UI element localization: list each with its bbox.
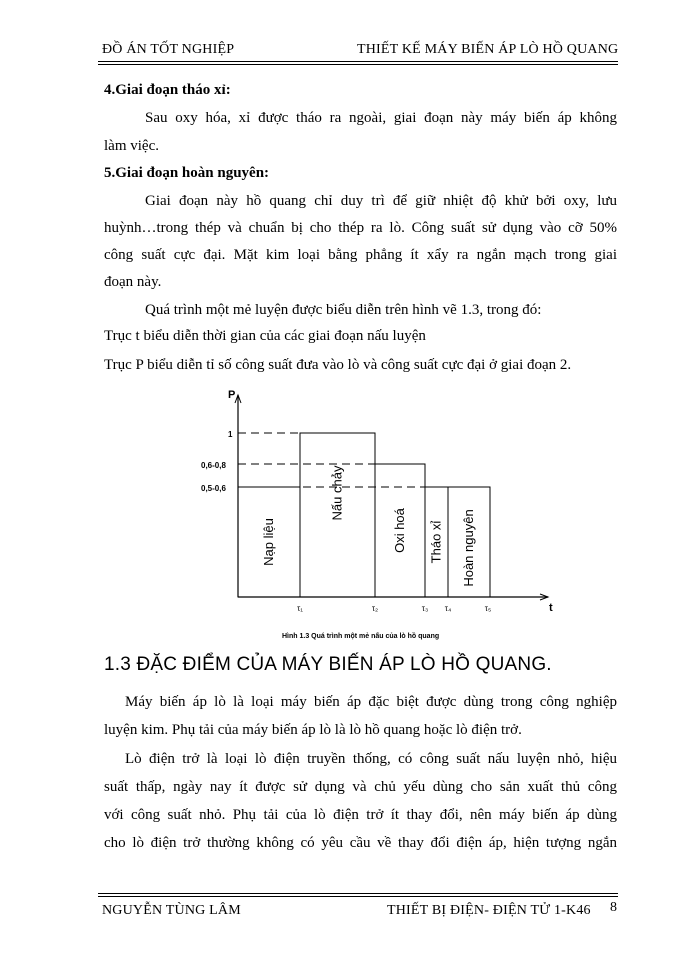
section5-line3: công suất cực đại. Mặt kim loại bằng phẳng ít xẩy ra ngắn mạch trong giai bbox=[104, 247, 617, 263]
stage-label: Tháo xỉ bbox=[428, 520, 444, 564]
section13-p2-line1: Lò điện trở là loại lò điện truyền thống, có công suất nấu luyện nhỏ, hiệu bbox=[125, 751, 617, 767]
section13-p2-line2: suất thấp, ngày nay ít được sử dụng và chủ yếu dùng cho sản xuất thủ công bbox=[104, 779, 617, 795]
section13-p1-line1: Máy biến áp lò là loại máy biến áp đặc biệt được dùng trong công nghiệp bbox=[125, 694, 617, 710]
x-axis-label: t bbox=[549, 602, 553, 614]
intro-line3: Trục P biểu diễn tỉ số công suất đưa vào lò và công suất cực đại ở giai đoạn 2. bbox=[104, 357, 572, 373]
figure-caption: Hình 1.3 Quá trình một mẻ nấu của lò hồ quang bbox=[282, 633, 440, 640]
x-tick-label: τ₅ bbox=[484, 604, 492, 613]
section4-heading: 4.Giai đoạn tháo xỉ: bbox=[104, 82, 231, 98]
y-tick-label: 0,5-0,6 bbox=[201, 484, 226, 493]
footer-left: NGUYỄN TÙNG LÂM bbox=[102, 903, 241, 918]
header-right: THIẾT KẾ MÁY BIẾN ÁP LÒ HỒ QUANG bbox=[357, 42, 619, 57]
section4-line2: làm việc. bbox=[104, 138, 159, 154]
footer-right: THIẾT BỊ ĐIỆN- ĐIỆN TỬ 1-K46 bbox=[387, 903, 591, 918]
page-number: 8 bbox=[610, 900, 617, 915]
stage-label: Nạp liệu bbox=[261, 518, 276, 566]
section13-p1-line2: luyện kim. Phụ tải của máy biến áp lò là lò hồ quang hoặc lò điện trở. bbox=[104, 722, 522, 738]
stage-label: Hoàn nguyên bbox=[461, 509, 476, 587]
stage-label: Nấu chảy bbox=[329, 465, 345, 521]
intro-line2: Trục t biểu diễn thời gian của các giai đoạn nấu luyện bbox=[104, 328, 426, 344]
header-left: ĐỒ ÁN TỐT NGHIỆP bbox=[102, 42, 235, 57]
footer-rule bbox=[98, 893, 618, 894]
section13-heading: 1.3 ĐẶC ĐIỂM CỦA MÁY BIẾN ÁP LÒ HỒ QUANG. bbox=[104, 654, 552, 675]
section5-line4: đoạn này. bbox=[104, 274, 162, 290]
y-tick-label: 0,6-0,8 bbox=[201, 461, 226, 470]
x-tick-label: τ₄ bbox=[444, 604, 452, 613]
x-tick-label: τ₃ bbox=[421, 604, 429, 613]
x-tick-label: τ₂ bbox=[371, 604, 379, 613]
section4-line1: Sau oxy hóa, xỉ được tháo ra ngoài, giai đoạn này máy biến áp không bbox=[145, 110, 617, 126]
x-tick-label: τ₁ bbox=[297, 604, 303, 613]
stage-label: Oxi hoá bbox=[392, 508, 407, 553]
section5-line2: huỳnh…trong thép và chuẩn bị cho thép ra lò. Công suất sử dụng vào cỡ 50% bbox=[104, 220, 617, 236]
intro-line1: Quá trình một mẻ luyện được biểu diễn trên hình vẽ 1.3, trong đó: bbox=[145, 302, 542, 318]
section13-p2-line4: cho lò điện trở thường không có yêu cầu về thay đổi điện áp, hiện tượng ngắn bbox=[104, 835, 617, 851]
section5-heading: 5.Giai đoạn hoàn nguyên: bbox=[104, 165, 270, 181]
y-axis-label: P bbox=[228, 389, 236, 401]
section5-line1: Giai đoạn này hồ quang chỉ duy trì để giữ nhiệt độ khử bởi oxy, lưu bbox=[145, 193, 617, 209]
footer-rule-2 bbox=[98, 896, 618, 897]
section13-p2-line3: với công suất nhỏ. Phụ tải của lò điện trở ít thay đổi, nên máy biến áp dùng bbox=[104, 807, 617, 823]
y-tick-label: 1 bbox=[228, 430, 233, 439]
